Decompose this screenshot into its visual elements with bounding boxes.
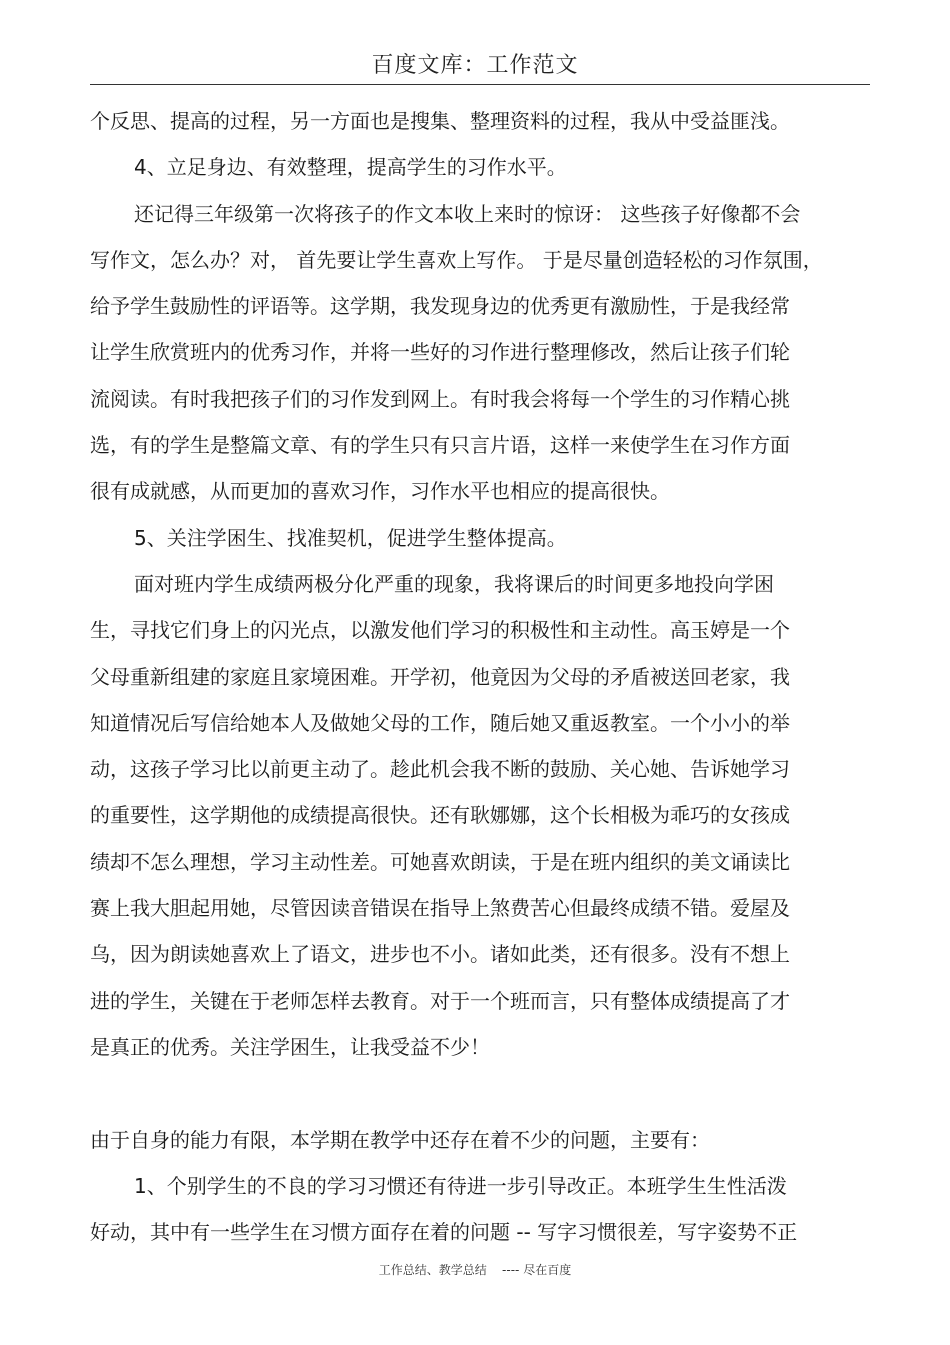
section-heading-5: 5、关注学困生、找准契机，促进学生整体提高。 xyxy=(134,525,567,550)
text-line: 知道情况后写信给她本人及做她父母的工作，随后她又重返教室。一个小小的举 xyxy=(90,710,790,735)
problem-item-1: 1、个别学生的不良的学习习惯还有待进一步引导改正。本班学生生性活泼 xyxy=(134,1173,787,1198)
header-divider xyxy=(90,84,870,85)
text-line: 是真正的优秀。关注学困生，让我受益不少！ xyxy=(90,1034,490,1059)
text-line: 动，这孩子学习比以前更主动了。趁此机会我不断的鼓励、关心她、告诉她学习 xyxy=(90,757,790,782)
text-line: 流阅读。有时我把孩子们的习作发到网上。有时我会将每一个学生的习作精心挑 xyxy=(90,386,790,411)
text-line: 的重要性，这学期他的成绩提高很快。还有耿娜娜，这个长相极为乖巧的女孩成 xyxy=(90,803,790,828)
text-line: 绩却不怎么理想，学习主动性差。可她喜欢朗读，于是在班内组织的美文诵读比 xyxy=(90,849,790,874)
text-line: 还记得三年级第一次将孩子的作文本收上来时的惊讶： 这些孩子好像都不会 xyxy=(134,201,801,226)
text-line: 选，有的学生是整篇文章、有的学生只有只言片语，这样一来使学生在习作方面 xyxy=(90,433,790,458)
text-line: 面对班内学生成绩两极分化严重的现象，我将课后的时间更多地投向学困 xyxy=(134,571,774,596)
text-line: 好动，其中有一些学生在习惯方面存在着的问题 -- 写字习惯很差，写字姿势不正 xyxy=(90,1220,798,1245)
text-line: 写作文，怎么办？对， 首先要让学生喜欢上写作。 于是尽量创造轻松的习作氛围， xyxy=(90,247,823,272)
text-line: 由于自身的能力有限，本学期在教学中还存在着不少的问题，主要有： xyxy=(90,1127,710,1152)
page-footer: 工作总结、教学总结 ---- 尽在百度 xyxy=(378,1263,572,1277)
text-line: 很有成就感，从而更加的喜欢习作，习作水平也相应的提高很快。 xyxy=(90,479,670,504)
text-line: 个反思、提高的过程，另一方面也是搜集、整理资料的过程，我从中受益匪浅。 xyxy=(90,109,790,133)
text-line: 乌，因为朗读她喜欢上了语文，进步也不小。诸如此类，还有很多。没有不想上 xyxy=(90,942,790,967)
text-line: 生，寻找它们身上的闪光点，以激发他们学习的积极性和主动性。高玉婷是一个 xyxy=(90,618,790,643)
page-header-title: 百度文库：工作范文 xyxy=(371,53,579,78)
text-line: 进的学生，关键在于老师怎样去教育。对于一个班而言，只有整体成绩提高了才 xyxy=(90,988,790,1013)
text-line: 给予学生鼓励性的评语等。这学期，我发现身边的优秀更有激励性，于是我经常 xyxy=(90,294,790,319)
paragraph-gap xyxy=(90,1070,880,1116)
text-line: 父母重新组建的家庭且家境困难。开学初，他竟因为父母的矛盾被送回老家，我 xyxy=(90,664,790,689)
text-line: 让学生欣赏班内的优秀习作，并将一些好的习作进行整理修改，然后让孩子们轮 xyxy=(90,340,790,365)
document-body xyxy=(90,98,880,1255)
section-heading-4: 4、立足身边、有效整理，提高学生的习作水平。 xyxy=(134,155,567,180)
text-line: 赛上我大胆起用她，尽管因读音错误在指导上煞费苦心但最终成绩不错。爱屋及 xyxy=(90,896,790,921)
